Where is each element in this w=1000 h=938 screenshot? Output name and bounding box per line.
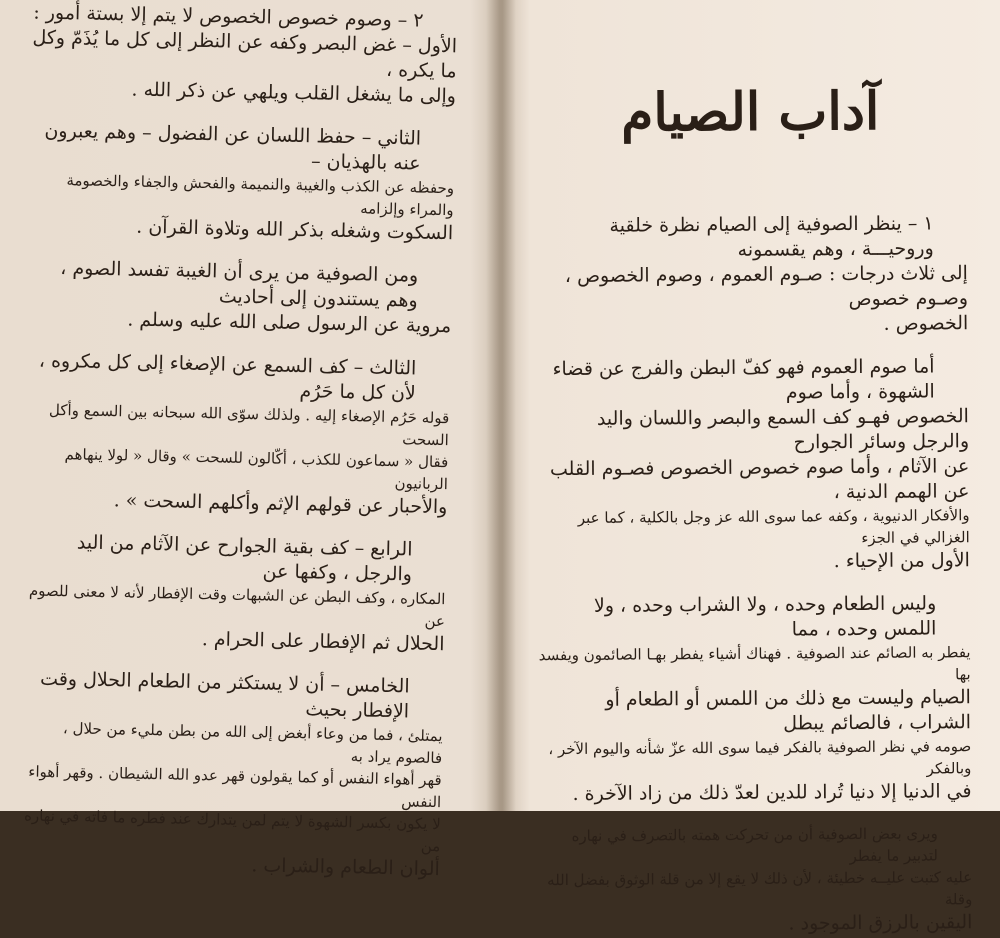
text-line: الصيام وليست مع ذلك من اللمس أو الطعام أو الشراب ، فالصائم يبطل xyxy=(605,686,972,735)
text-line: ويرى بعض الصوفية أن من تحركت همته بالتصرف في نهاره لتدبير ما يفطر xyxy=(571,824,939,866)
text-line: عليه كتبت عليــه خطيئة ، لأن ذلك لا يقع إلا من قلة الوثوق بفضل الله وقلة xyxy=(547,868,973,909)
left-paragraph-4 xyxy=(19,348,450,520)
left-page xyxy=(0,0,490,881)
text-line: ومن الصوفية من يرى أن الغيبة تفسد الصوم ، وهم يستندون إلى أحاديث xyxy=(60,257,419,312)
text-line: المكاره ، وكف البطن عن الشبهات وقت الإفطار لأنه لا معنى للصوم عن xyxy=(28,581,446,631)
text-line: قهر أهواء النفس أو كما يقولون قهر عدو الله الشيطان . وقهر أهواء النفس xyxy=(28,762,442,812)
left-paragraph-3 xyxy=(23,255,452,339)
right-page xyxy=(515,0,1000,935)
right-paragraph-2 xyxy=(535,354,970,576)
text-line: أما صوم العموم فهو كفّ البطن والفرج عن قضاء الشهوة ، وأما صوم xyxy=(552,355,935,404)
text-line: ألوان الطعام والشراب . xyxy=(251,854,441,881)
text-line: فقال « سماعون للكذب ، أكّالون للسحت » وقال « لولا ينهاهم الربانيون xyxy=(64,445,449,494)
text-line: في الدنيا إلا دنيا تُراد للدين لعدّ ذلك من زاد الآخرة . xyxy=(572,780,972,806)
text-line: الأول – غض البصر وكفه عن النظر إلى كل ما يُذَمّ وكل ما يكره ، xyxy=(32,26,458,83)
text-line: الرابع – كف بقية الجوارح عن الآثام من اليد والرجل ، وكفها عن xyxy=(76,531,413,586)
text-line: صومه في نظر الصوفية بالفكر فيما سوى الله عزّ شأنه واليوم الآخر ، وبالفكر xyxy=(548,737,972,778)
text-line: الثالث – كف السمع عن الإصغاء إلى كل مكروه ، لأن كل ما حَرُم xyxy=(38,349,417,405)
book-gutter xyxy=(486,0,516,811)
text-line: وحفظه عن الكذب والغيبة والنميمة والفحش والجفاء والخصومة والمراء وإلزامه xyxy=(66,171,455,220)
left-paragraph-2 xyxy=(25,118,455,246)
text-line: عن الآثام ، وأما صوم خصوص الخصوص فصـوم القلب عن الهمم الدنية ، xyxy=(549,455,970,504)
text-line: الأول من الإحياء . xyxy=(833,549,970,573)
text-line: ١ – ينظر الصوفية إلى الصيام نظرة خلقية وروحيـــة ، وهم يقسمونه xyxy=(609,212,934,261)
left-paragraph-1 xyxy=(28,0,458,109)
right-paragraph-4 xyxy=(539,822,973,938)
left-paragraph-6 xyxy=(12,666,444,882)
text-line: الخصوص . xyxy=(883,312,969,335)
text-line: لا يكون بكسر الشهوة لا يتم لمن يتدارك عند فطره ما فاته في نهاره من xyxy=(23,806,441,856)
text-line: السكوت وشغله بذكر الله وتلاوة القرآن . xyxy=(136,215,454,245)
text-line: إلى ثلاث درجات : صـوم العموم ، وصوم الخصوص ، وصـوم خصوص xyxy=(564,262,969,311)
text-line: وليس الطعام وحده ، ولا الشراب وحده ، ولا اللمس وحده ، مما xyxy=(593,592,937,641)
text-line: والأحبار عن قولهم الإثم وأكلهم السحت » . xyxy=(113,489,448,519)
text-line: والأفكار الدنيوية ، وكفه عما سوى الله عز وجل بالكلية ، كما عبر الغزالي في الجزء xyxy=(577,506,970,547)
text-line: وإلى ما يشغل القلب ويلهي عن ذكر الله . xyxy=(131,78,457,108)
chapter-title: آداب الصيام xyxy=(620,80,880,144)
right-paragraph-1 xyxy=(534,211,968,339)
text-line: قوله حَرُم الإصغاء إليه . ولذلك سوّى الله سبحانه بين السمع وأكل السحت xyxy=(48,400,450,450)
text-line: الحلال ثم الإفطار على الحرام . xyxy=(201,628,445,656)
right-paragraph-3 xyxy=(537,591,971,807)
left-paragraph-5 xyxy=(16,529,446,657)
text-line: الخصوص فهـو كف السمع والبصر واللسان واليد والرجل وسائر الجوارح xyxy=(596,405,970,454)
text-line: اليقين بالرزق الموجود . xyxy=(788,911,973,935)
text-line: الخامس – أن لا يستكثر من الطعام الحلال وقت الإفطار بحيث xyxy=(39,667,410,723)
text-line: يفطر به الصائم عند الصوفية . فهناك أشياء يفطر بهـا الصائمون ويفسد بها xyxy=(538,643,971,684)
text-line: الثاني – حفظ اللسان عن الفضول – وهم يعبرون عنه بالهذيان – xyxy=(44,119,422,175)
text-line: ٢ – وصوم خصوص الخصوص لا يتم إلا بستة أمور : xyxy=(33,1,424,32)
text-line: يمتلئ ، فما من وعاء أبغض إلى الله من بطن مليء من حلال ، فالصوم يراد به xyxy=(62,719,443,768)
text-line: مروية عن الرسول صلى الله عليه وسلم . xyxy=(127,308,452,338)
